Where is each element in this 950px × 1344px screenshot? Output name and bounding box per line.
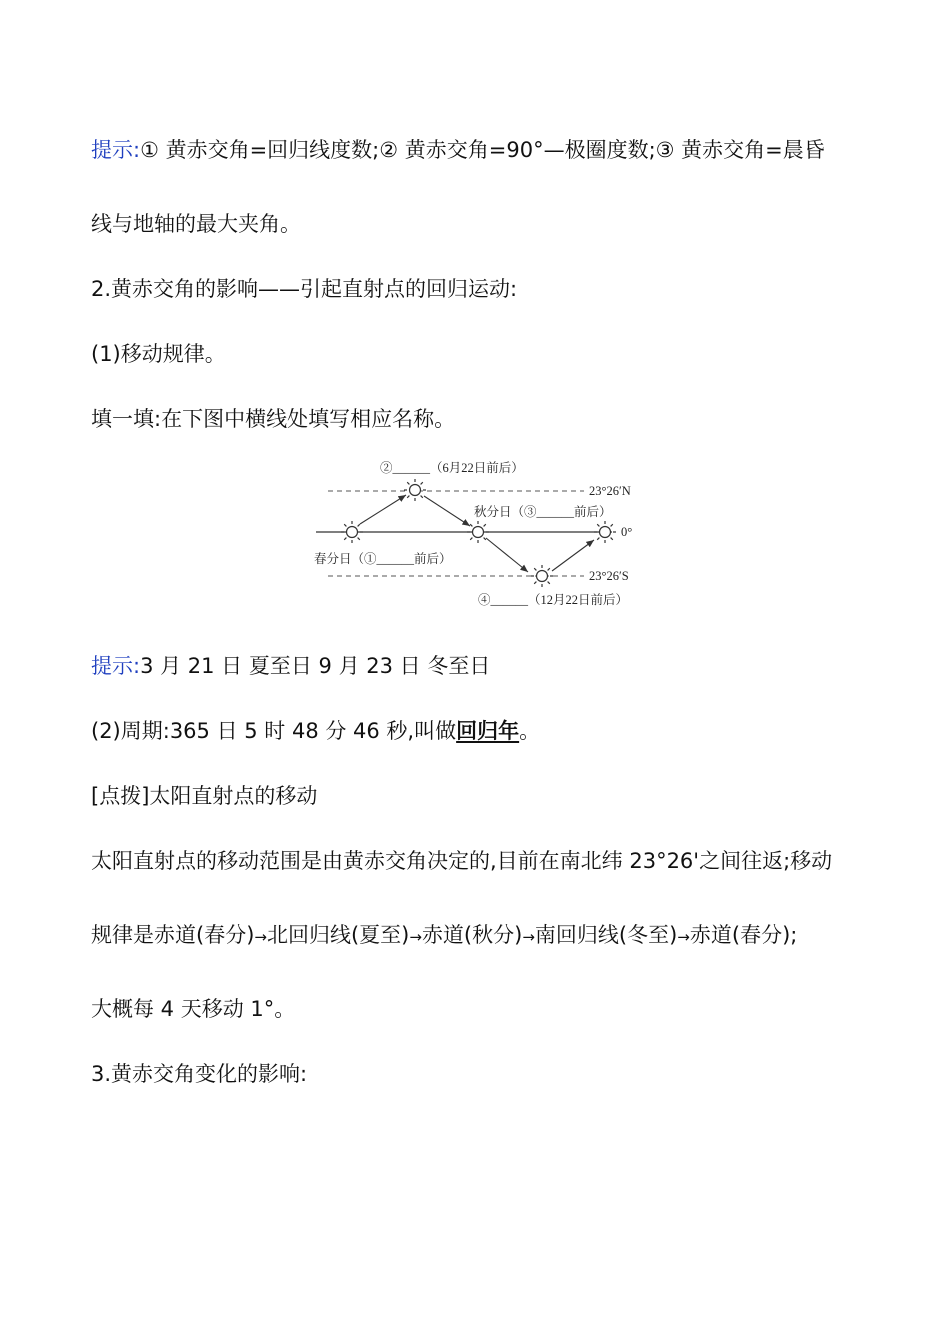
- move-seq-4: 南回归线(冬至): [534, 923, 678, 947]
- hint-paragraph-1: [91, 136, 825, 164]
- hint-text-line1: ① 黄赤交角=回归线度数;② 黄赤交角=90°—极圈度数;③ 黄赤交角=晨昏: [140, 138, 825, 162]
- arrow-icon: →: [409, 928, 422, 946]
- tip-text-line1: 太阳直射点的移动范围是由黄赤交角决定的,目前在南北纬 23°26'之间往返;移动: [91, 849, 833, 873]
- move-seq-5: 赤道(春分);: [689, 923, 798, 947]
- label-autumn: 秋分日（③______前后）: [474, 505, 612, 519]
- sun-icon-summer: [404, 479, 426, 501]
- heading-3: 3.黄赤交角变化的影响:: [91, 1062, 308, 1086]
- hint-label-2: 提示:: [91, 654, 141, 678]
- period-suffix: 。: [519, 719, 541, 743]
- heading-2: 2.黄赤交角的影响——引起直射点的回归运动:: [91, 277, 518, 301]
- tip-text-line3: 大概每 4 天移动 1°。: [91, 997, 296, 1021]
- arrow-icon: →: [677, 928, 690, 946]
- arrow-icon: →: [522, 928, 535, 946]
- label-winter: ④______（12月22日前后）: [478, 593, 629, 607]
- subheading-1: (1)移动规律。: [91, 342, 226, 366]
- hint-label: 提示:: [91, 138, 141, 162]
- label-spring: 春分日（①______前后）: [314, 552, 452, 566]
- tip-text-line2: [91, 921, 797, 951]
- path-arrow-2: [424, 496, 470, 526]
- move-seq-1: 规律是赤道(春分): [91, 923, 255, 947]
- label-equator: 0°: [621, 525, 633, 539]
- move-seq-2: 北回归线(夏至): [266, 923, 410, 947]
- sun-direct-point-diagram: [312, 452, 658, 614]
- tip-heading: [点拨]太阳直射点的移动: [91, 784, 318, 808]
- hint-text-line2: 线与地轴的最大夹角。: [91, 212, 301, 236]
- arrow-icon: →: [254, 928, 267, 946]
- period-line: [91, 717, 540, 745]
- hint-paragraph-2: [91, 652, 490, 680]
- move-seq-3: 赤道(秋分): [421, 923, 523, 947]
- hint-answers: 3 月 21 日 夏至日 9 月 23 日 冬至日: [140, 654, 491, 678]
- sun-icon-winter: [531, 565, 553, 587]
- path-arrow-4: [552, 540, 594, 571]
- label-tropic-south: 23°26′S: [589, 569, 629, 583]
- period-text: (2)周期:365 日 5 时 48 分 46 秒,叫做: [91, 719, 457, 743]
- fill-instruction: 填一填:在下图中横线处填写相应名称。: [91, 407, 456, 431]
- label-tropic-north: 23°26′N: [589, 484, 631, 498]
- label-summer: ②______（6月22日前后）: [380, 461, 524, 475]
- tropical-year-term: 回归年: [456, 719, 520, 743]
- path-arrow-3: [486, 538, 528, 572]
- path-arrow-1: [360, 495, 406, 524]
